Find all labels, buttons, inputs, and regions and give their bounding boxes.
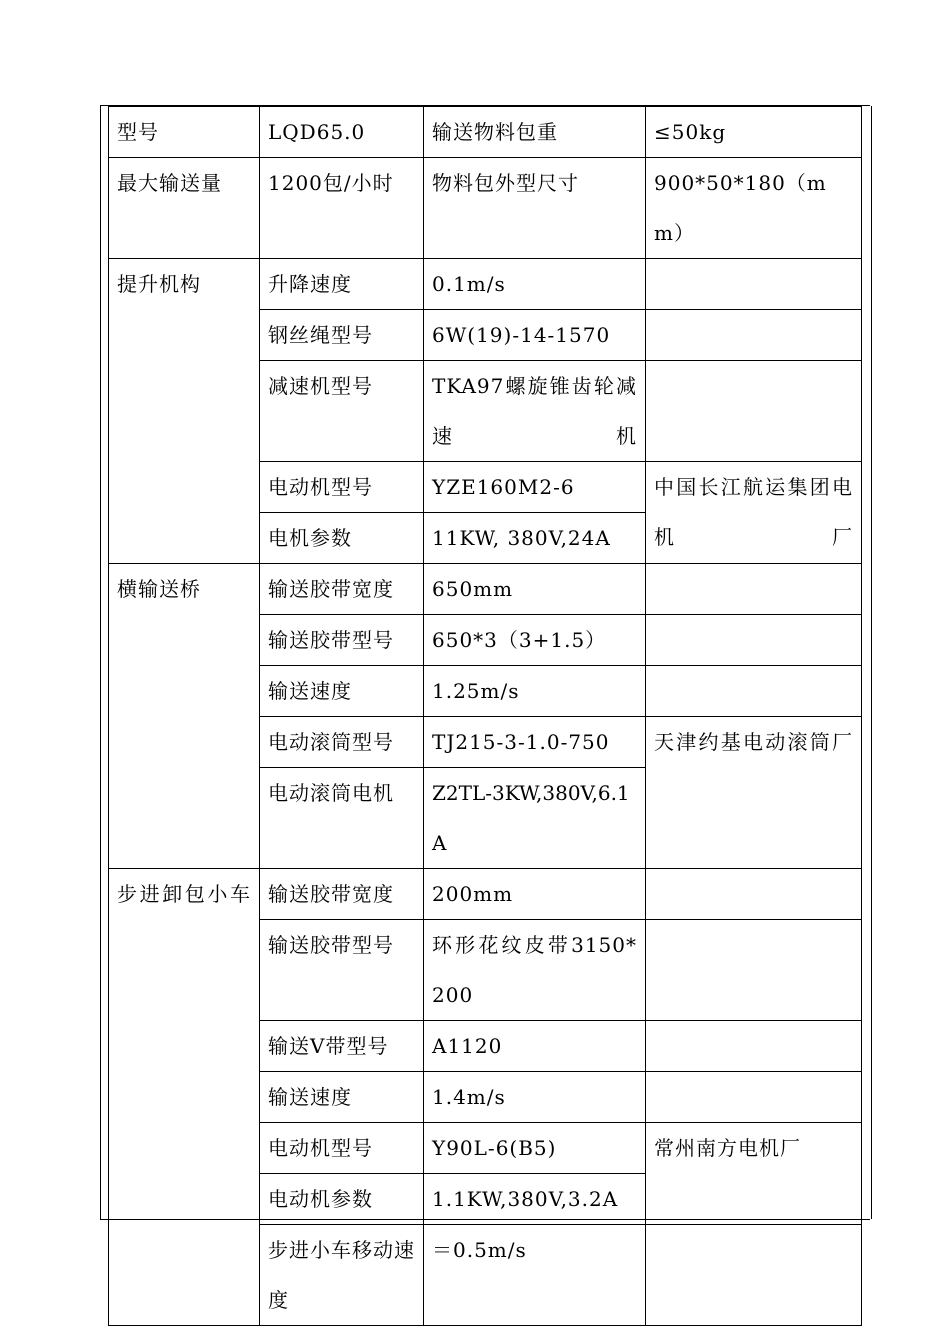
group-stepping-cart: 步进卸包小车 — [109, 869, 260, 1326]
value-package-weight: ≤50kg — [646, 107, 862, 158]
param-label: 电动机型号 — [260, 1123, 424, 1174]
value-model: LQD65.0 — [260, 107, 424, 158]
table-row — [109, 107, 862, 158]
param-label: 输送胶带宽度 — [260, 869, 424, 920]
label-model: 型号 — [109, 107, 260, 158]
table-row — [109, 259, 862, 310]
param-note — [646, 1225, 862, 1326]
param-value: Z2TL-3KW,380V,6.1A — [424, 768, 646, 869]
label-package-weight: 输送物料包重 — [424, 107, 646, 158]
param-label: 输送V带型号 — [260, 1021, 424, 1072]
param-label: 减速机型号 — [260, 361, 424, 462]
param-label: 步进小车移动速度 — [260, 1225, 424, 1326]
param-label: 输送胶带宽度 — [260, 564, 424, 615]
param-value: 6W(19)-14-1570 — [424, 310, 646, 361]
param-value: 1.25m/s — [424, 666, 646, 717]
label-max-throughput: 最大输送量 — [109, 158, 260, 259]
value-package-size: 900*50*180（mm） — [646, 158, 862, 259]
param-value: 11KW, 380V,24A — [424, 513, 646, 564]
param-value: 650mm — [424, 564, 646, 615]
manufacturer: 常州南方电机厂 — [646, 1123, 862, 1225]
param-label: 输送速度 — [260, 666, 424, 717]
param-label: 电动滚筒电机 — [260, 768, 424, 869]
value-max-throughput: 1200包/小时 — [260, 158, 424, 259]
table-row — [109, 158, 862, 259]
param-label: 升降速度 — [260, 259, 424, 310]
manufacturer: 天津约基电动滚筒厂 — [646, 717, 862, 869]
param-note — [646, 361, 862, 462]
param-label: 输送速度 — [260, 1072, 424, 1123]
group-lifting-mechanism: 提升机构 — [109, 259, 260, 564]
param-value: 1.4m/s — [424, 1072, 646, 1123]
param-value: 650*3（3+1.5） — [424, 615, 646, 666]
param-value: YZE160M2-6 — [424, 462, 646, 513]
param-note — [646, 666, 862, 717]
param-value: TJ215-3-1.0-750 — [424, 717, 646, 768]
group-cross-bridge: 横输送桥 — [109, 564, 260, 869]
param-note — [646, 1072, 862, 1123]
param-value: 200mm — [424, 869, 646, 920]
table-row — [109, 564, 862, 615]
param-label: 电机参数 — [260, 513, 424, 564]
param-note — [646, 869, 862, 920]
param-note — [646, 564, 862, 615]
param-note — [646, 1021, 862, 1072]
param-label: 输送胶带型号 — [260, 615, 424, 666]
param-value: ＝0.5m/s — [424, 1225, 646, 1326]
param-value: 0.1m/s — [424, 259, 646, 310]
param-label: 输送胶带型号 — [260, 920, 424, 1021]
manufacturer: 中国长江航运集团电机厂 — [646, 462, 862, 564]
param-label: 电动机型号 — [260, 462, 424, 513]
param-note — [646, 259, 862, 310]
param-note — [646, 310, 862, 361]
param-value: 环形花纹皮带3150*200 — [424, 920, 646, 1021]
specification-table — [108, 106, 862, 1326]
param-value: A1120 — [424, 1021, 646, 1072]
param-value: 1.1KW,380V,3.2A — [424, 1174, 646, 1225]
label-package-size: 物料包外型尺寸 — [424, 158, 646, 259]
param-label: 电动滚筒型号 — [260, 717, 424, 768]
param-label: 电动机参数 — [260, 1174, 424, 1225]
param-note — [646, 615, 862, 666]
param-label: 钢丝绳型号 — [260, 310, 424, 361]
param-value: TKA97螺旋锥齿轮减速机 — [424, 361, 646, 462]
param-value: Y90L-6(B5) — [424, 1123, 646, 1174]
table-row — [109, 869, 862, 920]
param-note — [646, 920, 862, 1021]
